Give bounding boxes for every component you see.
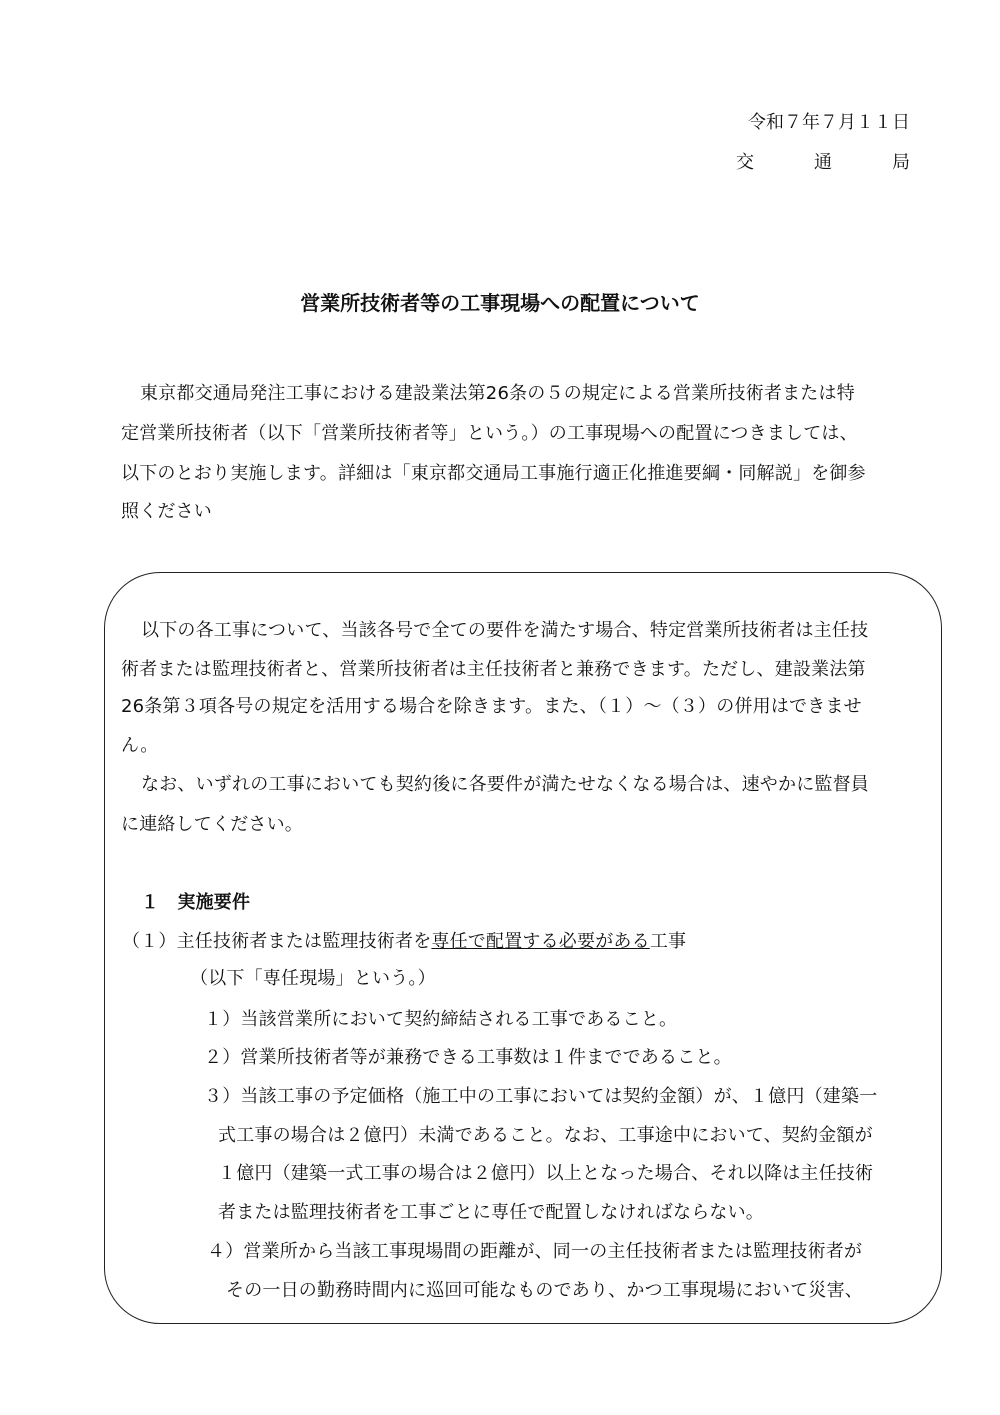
section-heading: １ 実施要件 (141, 892, 251, 913)
box-paragraph-line: に連絡してください。 (121, 814, 303, 835)
requirement-item-note: （以下「専任現場」という。） (190, 968, 436, 989)
item-text: （１）主任技術者または監理技術者を (122, 931, 432, 952)
sub-requirement: １）当該営業所において契約締結される工事であること。 (204, 1009, 678, 1030)
sub-requirement-line: ３）当該工事の予定価格（施工中の工事においては契約金額）が、１億円（建築一 (204, 1086, 878, 1107)
sub-requirement-line: ４）営業所から当該工事現場間の距離が、同一の主任技術者または監理技術者が (207, 1241, 863, 1262)
issuer-name (736, 148, 910, 174)
issuer-char: 通 (814, 152, 832, 173)
sub-requirement-line: 者または監理技術者を工事ごとに専任で配置しなければならない。 (218, 1202, 764, 1223)
sub-requirement-line: １億円（建築一式工事の場合は２億円）以上となった場合、それ以降は主任技術 (218, 1163, 874, 1184)
box-paragraph-line: なお、いずれの工事においても契約後に各要件が満たせなくなる場合は、速やかに監督員 (141, 774, 869, 795)
box-paragraph-line: 以下の各工事について、当該各号で全ての要件を満たす場合、特定営業所技術者は主任技 (141, 620, 869, 641)
document-title: 営業所技術者等の工事現場への配置について (300, 291, 700, 315)
sub-requirement-line: 式工事の場合は２億円）未満であること。なお、工事途中において、契約金額が (218, 1125, 873, 1146)
box-paragraph-line: 26条第３項各号の規定を活用する場合を除きます。また、（１）～（３）の併用はできませ (121, 696, 862, 717)
box-paragraph-line: ん。 (121, 735, 159, 756)
item-underlined-text: 専任で配置する必要がある (431, 931, 650, 952)
sub-requirement-line: その一日の勤務時間内に巡回可能なものであり、かつ工事現場において災害、 (226, 1280, 863, 1301)
intro-line: 照ください (121, 501, 212, 522)
box-paragraph-line: 術者または監理技術者と、営業所技術者は主任技術者と兼務できます。ただし、建設業法第 (121, 659, 866, 680)
issue-date: 令和７年７月１１日 (748, 112, 910, 133)
issuer-char: 交 (736, 152, 754, 173)
intro-line: 以下のとおり実施します。詳細は「東京都交通局工事施行適正化推進要綱・同解説」を御参 (121, 463, 866, 484)
intro-line: 東京都交通局発注工事における建設業法第26条の５の規定による営業所技術者または特 (140, 383, 855, 404)
requirement-item (122, 927, 686, 953)
item-text: 工事 (649, 931, 687, 952)
issuer-char: 局 (892, 152, 910, 173)
sub-requirement: ２）営業所技術者等が兼務できる工事数は１件までであること。 (204, 1047, 732, 1068)
intro-line: 定営業所技術者（以下「営業所技術者等」という。）の工事現場への配置につきましては、 (121, 423, 858, 444)
